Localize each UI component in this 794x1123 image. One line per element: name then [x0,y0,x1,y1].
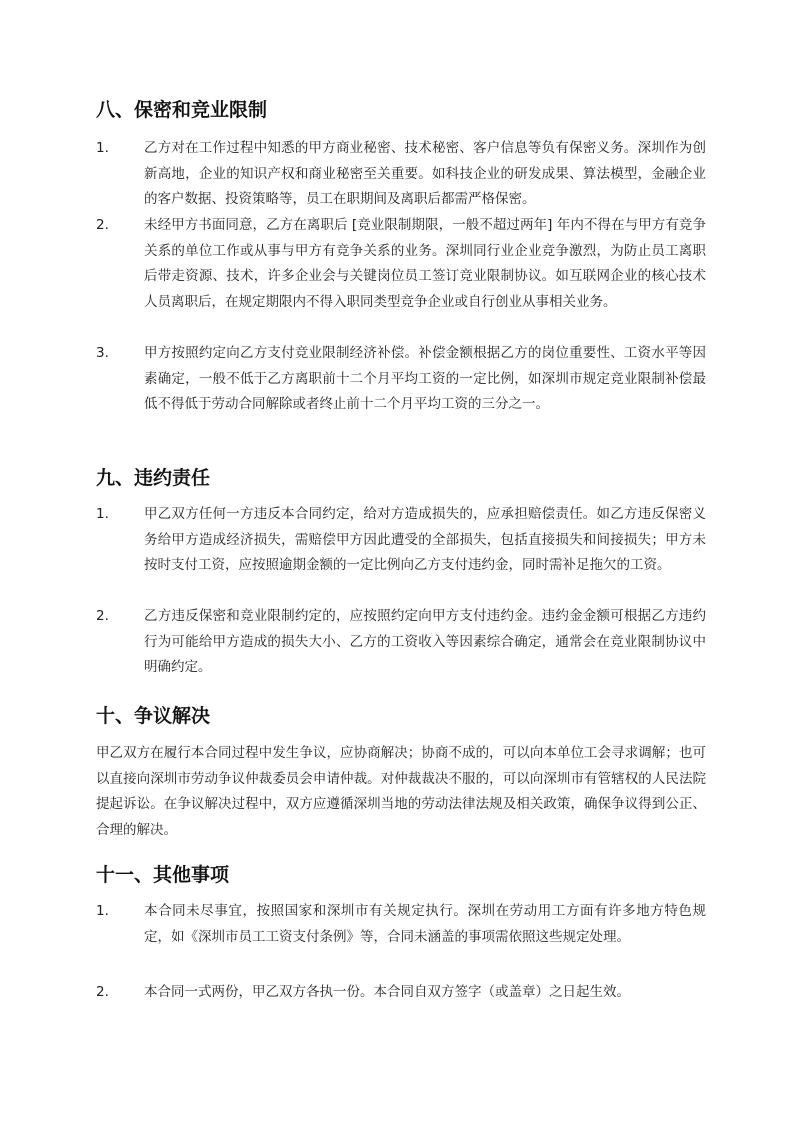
item-text: 本合同未尽事宜，按照国家和深圳市有关规定执行。深圳在劳动用工方面有许多地方特色规定，如《深圳市员工工资支付条例》等，合同未涵盖的事项需依照这些规定处理。 [144,903,706,945]
list-item [96,899,706,950]
section-title-other: 十一、其他事项 [96,864,230,886]
list-item [96,980,706,1006]
item-number: 1. [96,140,109,156]
item-number: 2. [96,984,109,1000]
item-text: 本合同一式两份，甲乙双方各执一份。本合同自双方签字（或盖章）之日起生效。 [144,984,630,1000]
item-text: 未经甲方书面同意，乙方在离职后 [竞业限制期限，一般不超过两年] 年内不得在与甲方有竞争关系的单位工作或从事与甲方有竞争关系的业务。深圳同行业企业竞争激烈，为防止员工离职后带走资源、技术，许多企业会与关键岗位员工签订竞业限制协议。如互联网企业的核心技术人员离职后，在规定期限内不得入职同类型竞争企业或自行创业从事相关业务。 [144,217,706,310]
item-number: 1. [96,506,109,522]
section-title-confidentiality: 八、保密和竞业限制 [96,99,268,121]
list-item [96,502,706,579]
item-number: 1. [96,903,109,919]
list-item [96,213,706,315]
section-title-dispute: 十、争议解决 [96,705,211,727]
item-number: 2. [96,217,109,233]
item-text: 乙方对在工作过程中知悉的甲方商业秘密、技术秘密、客户信息等负有保密义务。深圳作为创新高地，企业的知识产权和商业秘密至关重要。如科技企业的研发成果、算法模型，金融企业的客户数据、投资策略等，员工在职期间及离职后都需严格保密。 [144,140,706,207]
list-item [96,136,706,213]
item-number: 3. [96,345,109,361]
list-item [96,604,706,681]
dispute-paragraph: 甲乙双方在履行本合同过程中发生争议，应协商解决；协商不成的，可以向本单位工会寻求调解；也可以直接向深圳市劳动争议仲裁委员会申请仲裁。对仲裁裁决不服的，可以向深圳市有管辖权的人民法院提起诉讼。在争议解决过程中，双方应遵循深圳当地的劳动法律法规及相关政策，确保争议得到公正、合理的解决。 [96,745,706,838]
section-title-liability: 九、违约责任 [96,467,211,489]
item-text: 甲方按照约定向乙方支付竞业限制经济补偿。补偿金额根据乙方的岗位重要性、工资水平等因素确定，一般不低于乙方离职前十二个月平均工资的一定比例，如深圳市规定竞业限制补偿最低不得低于劳动合同解除或者终止前十二个月平均工资的三分之一。 [144,345,706,412]
item-text: 甲乙双方任何一方违反本合同约定，给对方造成损失的，应承担赔偿责任。如乙方违反保密义务给甲方造成经济损失，需赔偿甲方因此遭受的全部损失，包括直接损失和间接损失；甲方未按时支付工资，应按照逾期金额的一定比例向乙方支付违约金，同时需补足拖欠的工资。 [144,506,706,573]
item-text: 乙方违反保密和竞业限制约定的，应按照约定向甲方支付违约金。违约金金额可根据乙方违约行为可能给甲方造成的损失大小、乙方的工资收入等因素综合确定，通常会在竞业限制协议中明确约定。 [144,608,706,675]
item-number: 2. [96,608,109,624]
list-item [96,341,706,418]
